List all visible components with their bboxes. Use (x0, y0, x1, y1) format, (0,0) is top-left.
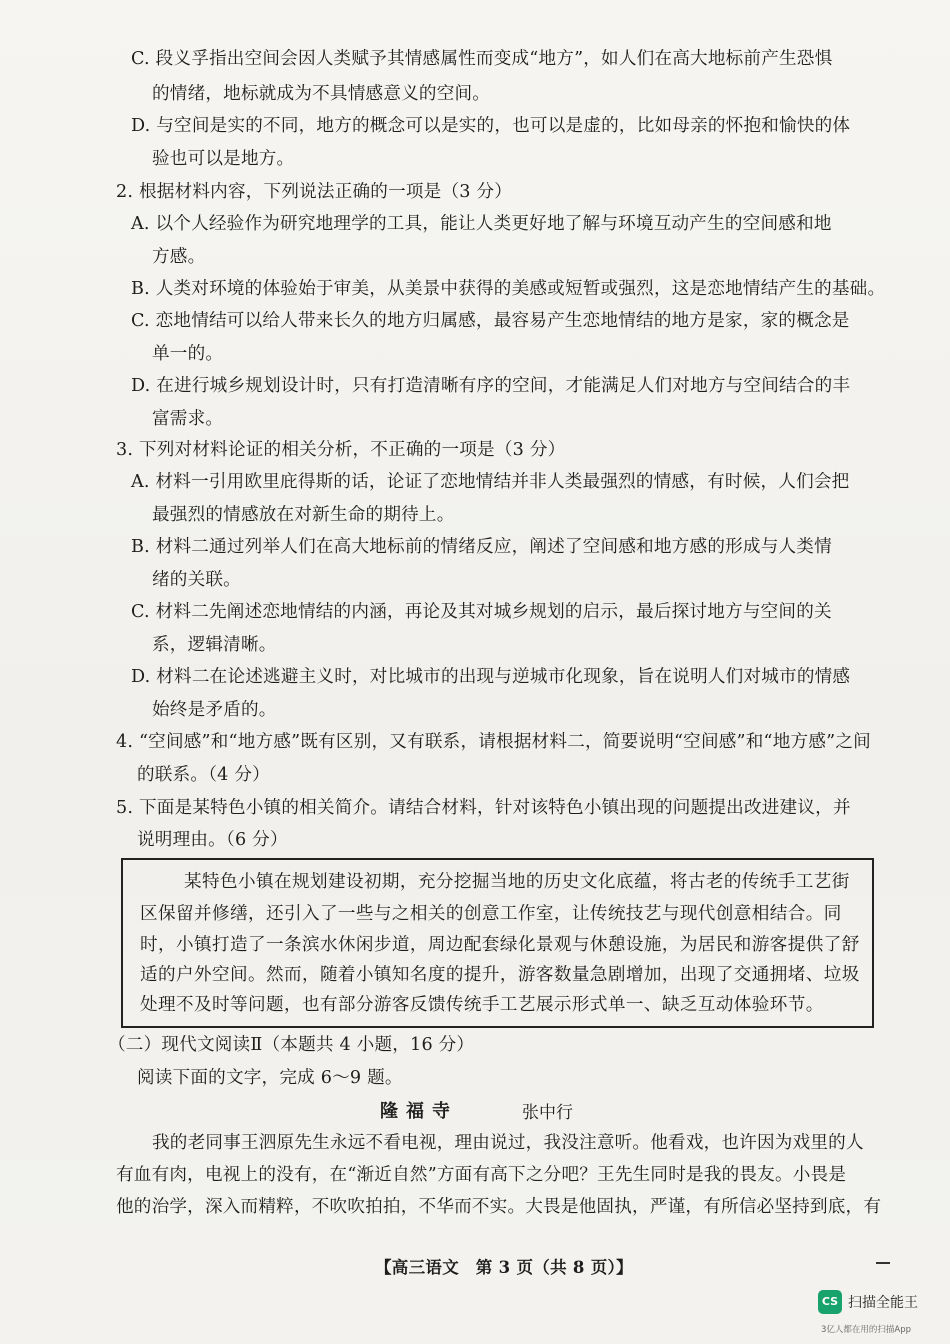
q2-option-d-line2: 富需求。 (152, 409, 224, 429)
q2-option-c-line1: C. 恋地情结可以给人带来长久的地方归属感，最容易产生恋地情结的地方是家，家的概念是 (131, 311, 850, 331)
q3-option-a-line1: A. 材料一引用欧里庇得斯的话，论证了恋地情结并非人类最强烈的情感，有时候，人们会把 (131, 472, 850, 492)
q1-option-c-line1: C. 段义孚指出空间会因人类赋予其情感属性而变成“地方”，如人们在高大地标前产生恐惧 (131, 49, 833, 69)
article-title: 隆福寺 (380, 1101, 458, 1122)
watermark-app-name: 扫描全能王 (848, 1295, 918, 1311)
q3-option-d-line2: 始终是矛盾的。 (152, 700, 277, 720)
footer-dash (876, 1262, 890, 1264)
article-line: 我的老同事王泗原先生永远不看电视，理由说过，我没注意听。他看戏，也许因为戏里的人 (152, 1133, 864, 1153)
q5-stem-line2: 说明理由。（6 分） (137, 830, 288, 850)
q2-option-b-line1: B. 人类对环境的体验始于审美，从美景中获得的美感或短暂或强烈，这是恋地情结产生的基础。 (131, 279, 886, 299)
q2-option-d-line1: D. 在进行城乡规划设计时，只有打造清晰有序的空间，才能满足人们对地方与空间结合的丰 (131, 376, 851, 396)
q3-option-a-line2: 最强烈的情感放在对新生命的期待上。 (152, 505, 455, 525)
section-heading: （二）现代文阅读Ⅱ（本题共 4 小题，16 分） (108, 1035, 475, 1055)
q2-option-a-line1: A. 以个人经验作为研究地理学的工具，能让人类更好地了解与环境互动产生的空间感和地 (131, 214, 832, 234)
page-footer: 【高三语文 第 3 页（共 8 页）】 (375, 1258, 633, 1277)
section-instruction: 阅读下面的文字，完成 6～9 题。 (137, 1068, 403, 1088)
q4-stem-line2: 的联系。（4 分） (137, 765, 270, 785)
camscanner-logo-icon: CS (818, 1290, 842, 1314)
q1-option-d-line2: 验也可以是地方。 (152, 149, 295, 169)
material-line: 时，小镇打造了一条滨水休闲步道，周边配套绿化景观与休憩设施，为居民和游客提供了舒 (140, 935, 860, 955)
q3-option-b-line1: B. 材料二通过列举人们在高大地标前的情绪反应，阐述了空间感和地方感的形成与人类情 (131, 537, 832, 557)
article-author: 张中行 (522, 1103, 573, 1123)
material-line: 处理不及时等问题，也有部分游客反馈传统手工艺展示形式单一、缺乏互动体验环节。 (140, 995, 824, 1015)
q2-stem: 2. 根据材料内容，下列说法正确的一项是（3 分） (116, 182, 513, 202)
q1-option-c-line2: 的情绪，地标就成为不具情感意义的空间。 (152, 84, 491, 104)
q5-stem-line1: 5. 下面是某特色小镇的相关简介。请结合材料，针对该特色小镇出现的问题提出改进建议，并 (116, 798, 851, 818)
q2-option-c-line2: 单一的。 (152, 344, 224, 364)
q3-option-c-line1: C. 材料二先阐述恋地情结的内涵，再论及其对城乡规划的启示，最后探讨地方与空间的关 (131, 602, 832, 622)
q2-option-a-line2: 方感。 (152, 247, 206, 267)
q4-stem-line1: 4. “空间感”和“地方感”既有区别，又有联系，请根据材料二，简要说明“空间感”和“地方感”之间 (116, 732, 871, 752)
q3-option-d-line1: D. 材料二在论述逃避主义时，对比城市的出现与逆城市化现象，旨在说明人们对城市的情感 (131, 667, 851, 687)
q3-option-c-line2: 系，逻辑清晰。 (152, 635, 277, 655)
q3-option-b-line2: 绪的关联。 (152, 570, 241, 590)
article-line: 有血有肉，电视上的没有，在“渐近自然”方面有高下之分吧？王先生同时是我的畏友。小畏是 (116, 1165, 847, 1185)
article-line: 他的治学，深入而精粹，不吹吹拍拍，不华而不实。大畏是他固执，严谨，有所信必坚持到底，有 (116, 1197, 882, 1217)
watermark-tagline: 3亿人都在用的扫描App (821, 1325, 912, 1335)
q3-stem: 3. 下列对材料论证的相关分析，不正确的一项是（3 分） (116, 440, 566, 460)
material-line: 适的户外空间。然而，随着小镇知名度的提升，游客数量急剧增加，出现了交通拥堵、垃圾 (140, 965, 860, 985)
q1-option-d-line1: D. 与空间是实的不同，地方的概念可以是实的，也可以是虚的，比如母亲的怀抱和愉快的体 (131, 116, 851, 136)
material-line: 区保留并修缮，还引入了一些与之相关的创意工作室，让传统技艺与现代创意相结合。同 (140, 904, 842, 924)
material-line: 某特色小镇在规划建设初期，充分挖掘当地的历史文化底蕴，将古老的传统手工艺街 (184, 872, 850, 892)
material-box (121, 858, 874, 1028)
